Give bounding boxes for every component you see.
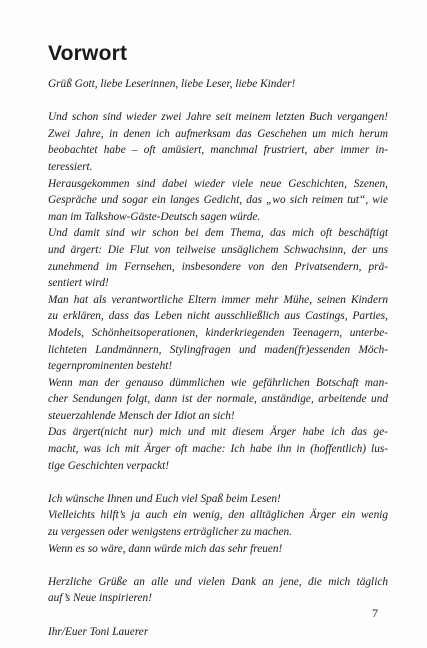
paragraph-8: Vielleichts hilft’s ja auch ein wenig, den alltäglichen Ärger ein wenig zu vergessen oder wenigstens erträglicher zu machen. Wenn es so wäre, dann würde mich das sehr freuen! — [48, 509, 388, 555]
greeting: Grüß Gott, liebe Leserinnen, liebe Leser, liebe Kinder! — [48, 78, 296, 90]
paragraph-1: Und schon sind wieder zwei Jahre seit meinem letzten Buch vergangen! Zwei Jahre, in denen ich aufmerksam das Geschehen um mich herum beobachtet habe – oft amüsiert, manchmal frustriert, aber immer in- teressiert. — [48, 111, 388, 173]
signature: Ihr/Euer Toni Lauerer — [48, 625, 149, 638]
paragraph-4: Man hat als verantwortliche Eltern immer mehr Mühe, seinen Kindern zu erklären, dass das Leben nicht ausschließlich aus Castings, Parties, Models, Schönheitsoperationen, kinderkriegenden Teenagern, unterbe- lichteten Landmännern, Stylingfragen und maden(fr)essenden Möch- tegernprominenten besteht! — [48, 293, 388, 373]
paragraph-5: Wenn man der genauso dümmlichen wie gefährlichen Botschaft man- cher Sendungen folgt, dann ist der normale, anständige, arbeitende und steuerzahlende Mensch der Idiot an sich! — [48, 376, 388, 422]
page-number: 7 — [372, 606, 378, 620]
chapter-title: Vorwort — [48, 42, 128, 65]
paragraph-2: Herausgekommen sind dabei wieder viele neue Geschichten, Szenen, Gespräche und sogar ein langes Gedicht, das „wo sich reimen tut“, wie man im Talkshow-Gäste-Deutsch sagen würde. — [48, 177, 388, 223]
paragraph-3: Und damit sind wir schon bei dem Thema, das mich oft beschäftigt und ärgert: Die Flut von teilweise unsäglichem Schwachsinn, der uns zunehmend im Fernsehen, insbesondere von den Privatsendern, prä- sentiert wird! — [48, 227, 388, 290]
paragraph-6: Das ärgert(nicht nur) mich und mit diesem Ärger habe ich das ge- macht, was ich mit Ärger oft mache: Ich habe ihn in (hoffentlich) lus- tige Geschichten verpackt! — [48, 426, 388, 472]
paragraph-9: Herzliche Grüße an alle und vielen Dank an jene, die mich täglich auf’s Neue inspirieren! — [48, 575, 388, 605]
paragraph-7: Ich wünsche Ihnen und Euch viel Spaß beim Lesen! — [48, 492, 281, 505]
preface-body — [48, 76, 388, 640]
